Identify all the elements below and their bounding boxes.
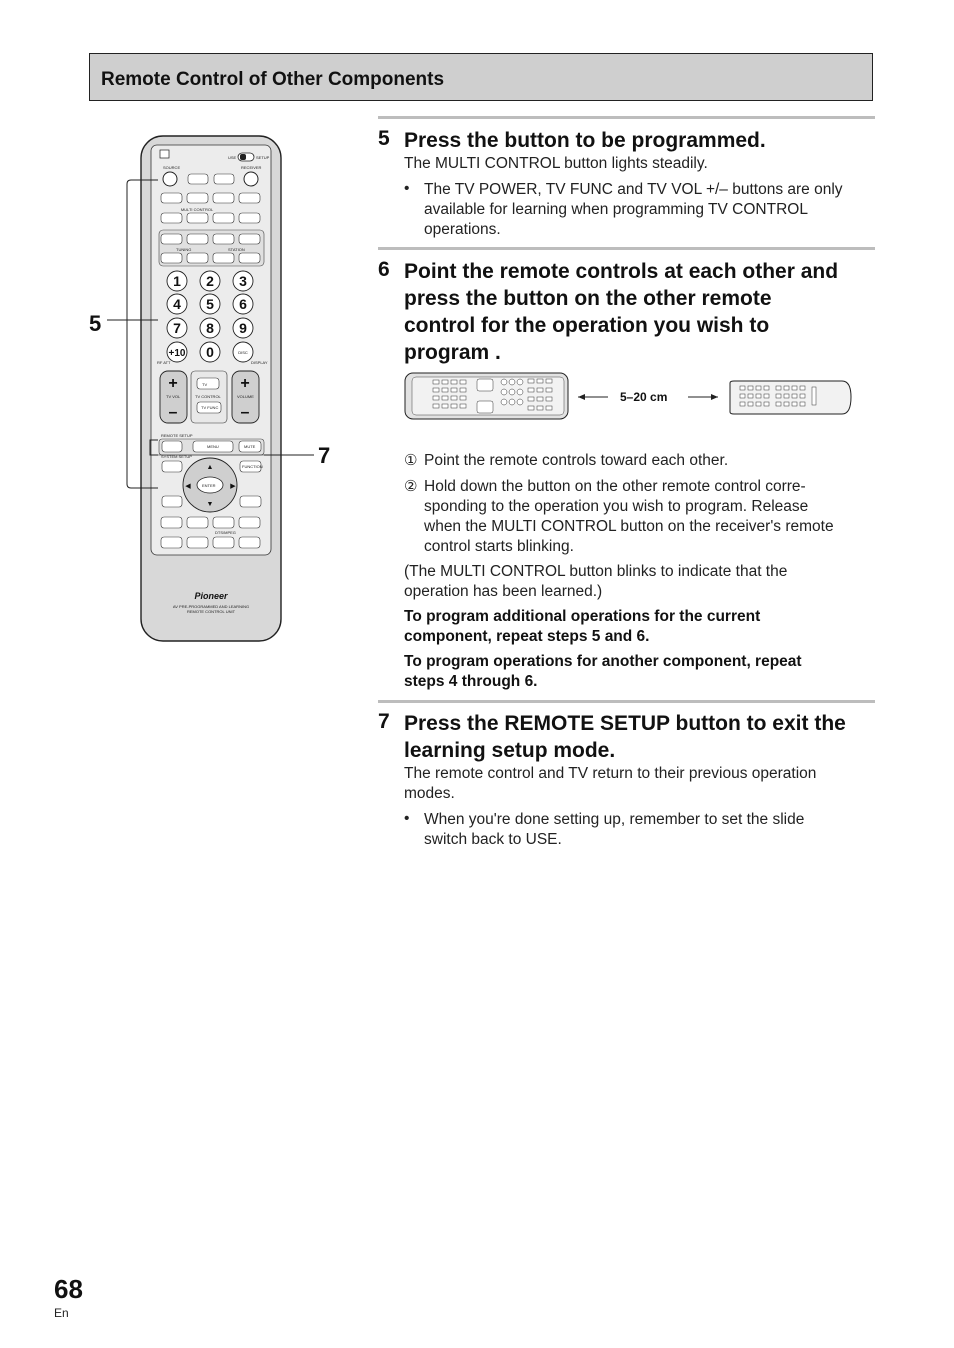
slide-switch-knob xyxy=(240,154,246,160)
svg-text:ENTER: ENTER xyxy=(202,483,216,488)
step-5-text: The MULTI CONTROL button lights steadily. xyxy=(404,155,708,172)
station-label: STATION xyxy=(228,247,245,252)
step-number-7: 7 xyxy=(378,710,390,733)
step-6-bold-1-line-2: component, repeat steps 5 and 6. xyxy=(404,628,650,645)
tv-control-label: TV CONTROL xyxy=(195,394,221,399)
step-7-text-line-2: modes. xyxy=(404,785,455,802)
svg-text:TV FUNC: TV FUNC xyxy=(201,405,219,410)
step-7-text-line-1: The remote control and TV return to their previous operation xyxy=(404,765,817,782)
step-6-bold-2-line-2: steps 4 through 6. xyxy=(404,673,538,690)
step-6-note-line-2: operation has been learned.) xyxy=(404,583,603,600)
substep-1-marker: ① xyxy=(404,452,418,469)
step-7-title-line-2: learning setup mode. xyxy=(404,739,616,762)
step-7-bullet-line-1: When you're done setting up, remember to set the slide xyxy=(424,811,805,828)
svg-text:–: – xyxy=(240,404,250,421)
remote-caption-line2: REMOTE CONTROL UNIT xyxy=(186,609,236,614)
step-6-title-line-4: program . xyxy=(404,341,501,364)
svg-text:4: 4 xyxy=(173,296,181,312)
distance-label: 5–20 cm xyxy=(620,390,668,404)
callout-5: 5 xyxy=(89,311,102,336)
receiver-label: RECEIVER xyxy=(241,165,262,170)
svg-text:7: 7 xyxy=(173,320,181,336)
remote-control-illustration xyxy=(0,0,380,660)
arrow-left-icon xyxy=(578,394,585,400)
bullet-mark: • xyxy=(404,180,410,197)
svg-text:6: 6 xyxy=(239,296,247,312)
svg-text:MENU: MENU xyxy=(207,444,219,449)
svg-text:+: + xyxy=(168,375,178,392)
remote-led-icon xyxy=(160,150,169,158)
substep-1-text: Point the remote controls toward each other. xyxy=(424,452,729,469)
svg-text:+10: +10 xyxy=(168,348,186,359)
substep-2-line-4: control starts blinking. xyxy=(424,538,574,555)
svg-text:–: – xyxy=(168,404,178,421)
up-arrow-icon: ▲ xyxy=(206,464,214,471)
remote-button xyxy=(188,174,208,184)
step-6-title-line-1: Point the remote controls at each other and xyxy=(404,260,839,283)
tv-power-button xyxy=(197,378,219,389)
substep-2-line-1: Hold down the button on the other remote control corre- xyxy=(424,478,806,495)
callout-7: 7 xyxy=(318,443,331,468)
svg-text:FUNCTION: FUNCTION xyxy=(242,464,263,469)
step-6-bold-1-line-1: To program additional operations for the current xyxy=(404,608,761,625)
left-arrow-icon: ◀ xyxy=(185,483,191,490)
svg-text:TV: TV xyxy=(202,382,208,387)
transport-buttons xyxy=(159,230,264,266)
bullet-mark: • xyxy=(404,810,410,827)
dts-mpeg-label: DTS/MPEG xyxy=(215,530,236,535)
step-5-bullet: The TV POWER, TV FUNC and TV VOL +/– buttons are only available for learning when programming TV CONTROL operations. xyxy=(424,181,843,238)
remote-caption-line1: AV PRE-PROGRAMMED AND LEARNING xyxy=(172,604,250,609)
receiver-power-icon xyxy=(244,172,258,186)
svg-text:9: 9 xyxy=(239,320,247,336)
brand-logo: Pioneer xyxy=(194,591,228,601)
multi-control-label: MULTI CONTROL xyxy=(180,207,214,212)
section-title: Remote Control of Other Components xyxy=(101,69,445,90)
remote-button xyxy=(214,174,234,184)
step-number-6: 6 xyxy=(378,258,390,281)
remote-button xyxy=(162,461,182,472)
svg-text:2: 2 xyxy=(206,273,214,289)
arrow-right-icon xyxy=(711,394,718,400)
divider xyxy=(378,116,875,119)
source-label: SOURCE xyxy=(163,165,181,170)
svg-text:8: 8 xyxy=(206,320,214,336)
language-code: En xyxy=(54,1306,69,1320)
step-7-title-line-1: Press the REMOTE SETUP button to exit the xyxy=(404,712,846,735)
page-number: 68 xyxy=(54,1274,83,1304)
step-5-title: Press the button to be programmed. xyxy=(404,129,766,152)
remote-setup-label: REMOTE SETUP xyxy=(161,433,193,438)
svg-text:DISC: DISC xyxy=(238,350,248,355)
remotes-pointing-illustration xyxy=(400,370,860,422)
step-6-title-line-3: control for the operation you wish to xyxy=(404,314,770,337)
svg-text:3: 3 xyxy=(239,273,247,289)
svg-text:+: + xyxy=(240,375,250,392)
right-arrow-icon: ▶ xyxy=(230,483,236,490)
svg-text:1: 1 xyxy=(173,273,181,289)
setup-label: SETUP xyxy=(256,155,270,160)
svg-text:MUTE: MUTE xyxy=(244,444,256,449)
tuning-label: TUNING xyxy=(176,247,192,252)
step-6-title-line-2: press the button on the other remote xyxy=(404,287,772,310)
divider xyxy=(378,247,875,250)
step-7-bullet-line-2: switch back to USE. xyxy=(424,831,562,848)
volume-label: VOLUME xyxy=(237,394,254,399)
step-number-5: 5 xyxy=(378,127,390,150)
display-label: DISPLAY xyxy=(251,360,268,365)
remote-button xyxy=(162,496,182,507)
divider xyxy=(378,700,875,703)
substep-2-line-2: sponding to the operation you wish to program. Release xyxy=(424,498,809,515)
remote-button xyxy=(240,496,261,507)
use-label: USE xyxy=(228,155,237,160)
svg-text:0: 0 xyxy=(206,344,214,360)
substep-2-line-3: when the MULTI CONTROL button on the receiver's remote xyxy=(424,518,834,535)
step-6-bold-2-line-1: To program operations for another component, repeat xyxy=(404,653,802,670)
step-6-note-line-1: (The MULTI CONTROL button blinks to indicate that the xyxy=(404,563,788,580)
rf-att-label: RF ATT xyxy=(157,360,171,365)
remote-button xyxy=(162,441,182,452)
down-arrow-icon: ▼ xyxy=(206,501,214,508)
substep-2-marker: ② xyxy=(404,478,418,495)
system-setup-label: SYSTEM SETUP xyxy=(161,454,192,459)
source-power-icon xyxy=(163,172,177,186)
tv-vol-label: TV VOL xyxy=(166,394,181,399)
svg-text:5: 5 xyxy=(206,296,214,312)
